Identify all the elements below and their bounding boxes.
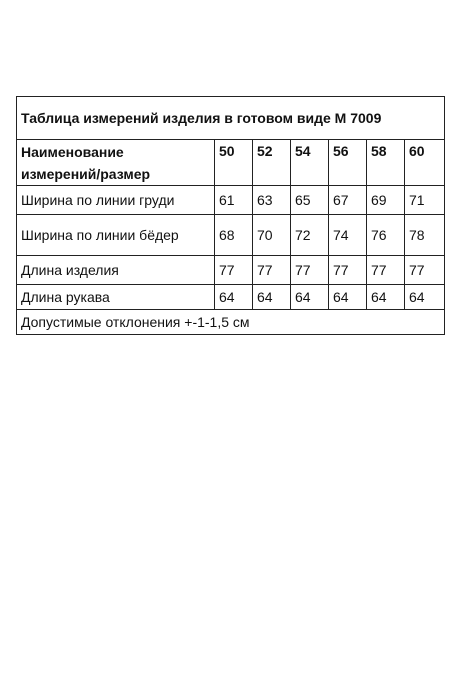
table-cell: 64 (215, 285, 253, 310)
table-cell: 68 (215, 215, 253, 256)
table-cell: 64 (405, 285, 445, 310)
table-cell: 77 (291, 256, 329, 285)
header-name-line2: измерений/размер (21, 165, 151, 182)
table-cell: 77 (405, 256, 445, 285)
table-cell: 64 (329, 285, 367, 310)
table-cell: 61 (215, 186, 253, 215)
table-cell: 69 (367, 186, 405, 215)
table-row (17, 186, 445, 215)
table-cell: 78 (405, 215, 445, 256)
measurements-table (16, 96, 445, 335)
table-cell: 65 (291, 186, 329, 215)
header-row (17, 140, 445, 186)
size-header-58: 58 (367, 140, 405, 186)
table-title: Таблица измерений изделия в готовом виде М 7009 (17, 97, 445, 140)
size-header-56: 56 (329, 140, 367, 186)
header-name-line1: Наименование (21, 143, 124, 160)
row-label: Ширина по линии бёдер (17, 215, 215, 256)
table-cell: 77 (253, 256, 291, 285)
note-row (17, 310, 445, 335)
table-cell: 74 (329, 215, 367, 256)
table-cell: 67 (329, 186, 367, 215)
table-row (17, 285, 445, 310)
table-cell: 70 (253, 215, 291, 256)
row-label: Ширина по линии груди (17, 186, 215, 215)
table-cell: 64 (253, 285, 291, 310)
size-header-54: 54 (291, 140, 329, 186)
row-label: Длина изделия (17, 256, 215, 285)
tolerance-note: Допустимые отклонения +-1-1,5 см (17, 310, 445, 335)
table-cell: 77 (215, 256, 253, 285)
table-cell: 77 (367, 256, 405, 285)
table-cell: 72 (291, 215, 329, 256)
table-row (17, 215, 445, 256)
size-header-60: 60 (405, 140, 445, 186)
header-name-cell (17, 140, 215, 186)
table-cell: 77 (329, 256, 367, 285)
size-header-50: 50 (215, 140, 253, 186)
table-cell: 71 (405, 186, 445, 215)
size-header-52: 52 (253, 140, 291, 186)
table-cell: 64 (291, 285, 329, 310)
table-cell: 64 (367, 285, 405, 310)
table-cell: 76 (367, 215, 405, 256)
table-cell: 63 (253, 186, 291, 215)
row-label: Длина рукава (17, 285, 215, 310)
title-row (17, 97, 445, 140)
table-row (17, 256, 445, 285)
